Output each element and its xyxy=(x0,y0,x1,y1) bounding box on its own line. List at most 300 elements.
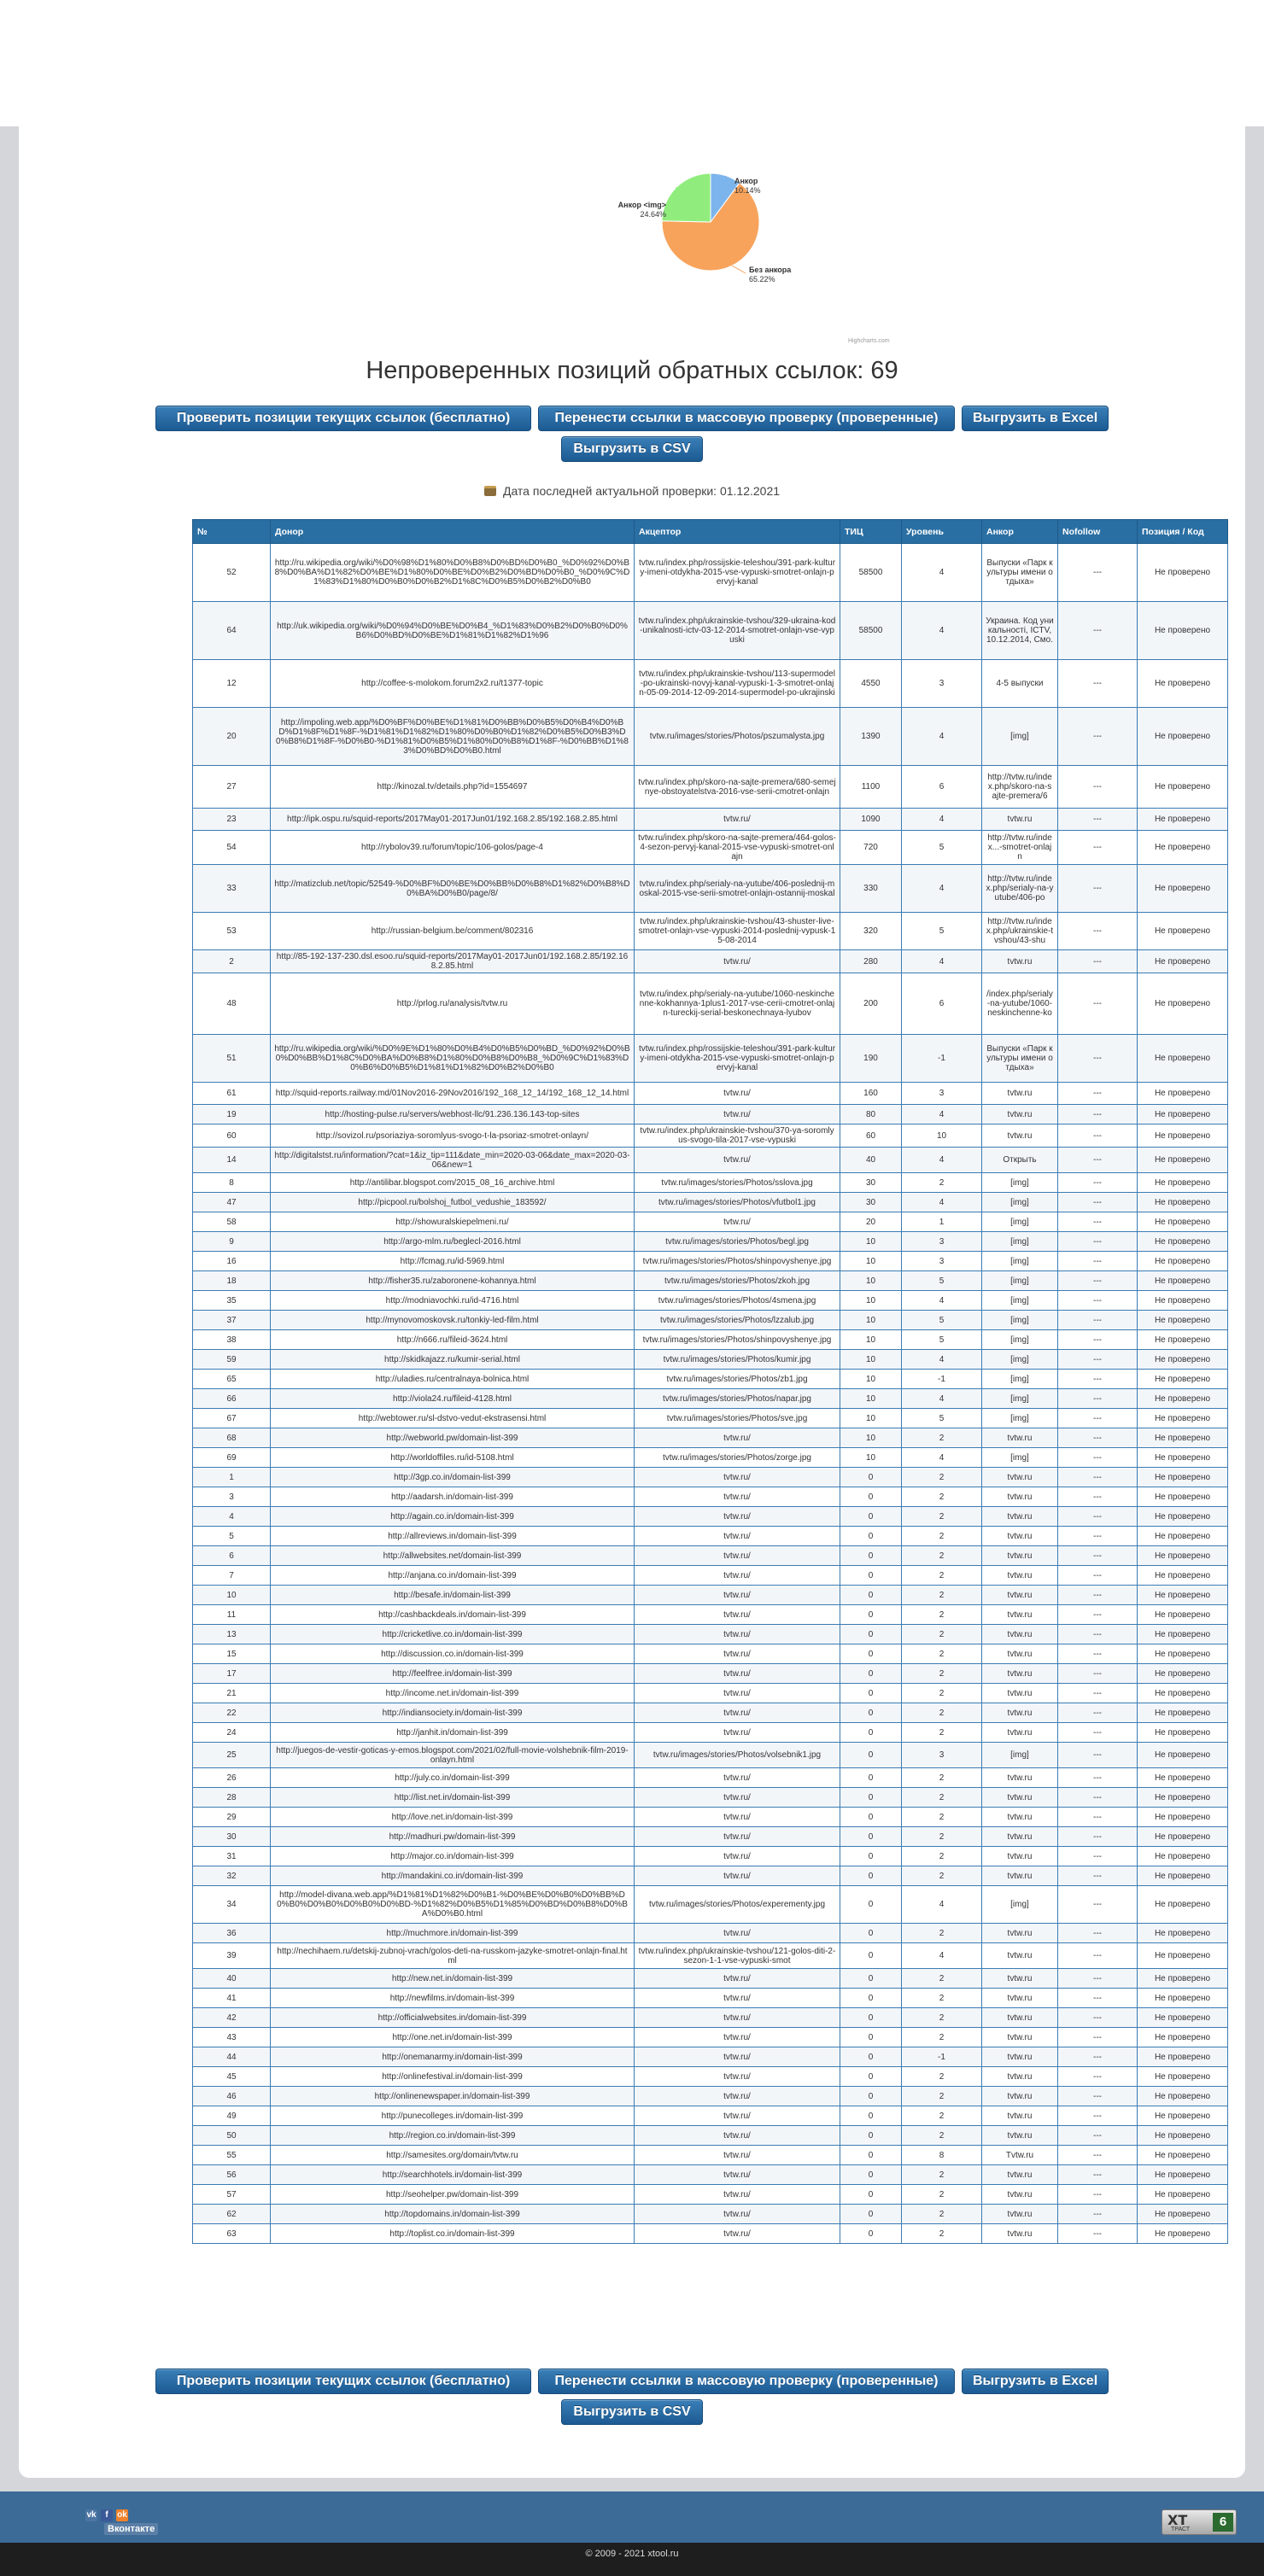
anchor-text: [img] xyxy=(982,1409,1058,1428)
donor-url[interactable]: http://anjana.co.in/domain-list-399 xyxy=(271,1566,635,1586)
vk-icon[interactable]: vk xyxy=(86,2510,97,2520)
position-status: Не проверено xyxy=(1138,1808,1228,1827)
acceptor-url[interactable]: tvtw.ru/ xyxy=(635,2087,840,2106)
anchor-text: tvtw.ru xyxy=(982,1866,1058,1886)
acceptor-url[interactable]: tvtw.ru/ xyxy=(635,1808,840,1827)
tic-value: 10 xyxy=(840,1448,902,1468)
anchor-text: [img] xyxy=(982,1271,1058,1291)
acceptor-url[interactable]: tvtw.ru/ xyxy=(635,2146,840,2165)
donor-url[interactable]: http://model-divana.web.app/%D1%81%D1%82%D0%B1-%D0%BE%D0%B0%D0%BB%D0%B0%D0%B0%D0%B0%D0%BD-%D1%82%D0%B5%D1%85%D0%BD%D0%B8%D0%BA%D0%B0.html xyxy=(271,1886,635,1924)
level-value: 4 xyxy=(902,950,982,973)
level-value: 5 xyxy=(902,1271,982,1291)
tic-value: 60 xyxy=(840,1124,902,1148)
level-value: 2 xyxy=(902,1788,982,1808)
nofollow-value: --- xyxy=(1058,1193,1138,1212)
donor-url[interactable]: http://worldoffiles.ru/id-5108.html xyxy=(271,1448,635,1468)
donor-url[interactable]: http://impoling.web.app/%D0%BF%D0%BE%D1%81%D0%BB%D0%B5%D0%B4%D0%BD%D1%8F%D1%8F-%D1%81%D1%82%D1%80%D0%B0%D1%82%D0%B5%D0%B3%D0%B8%D1%8F-%D0%B0-%D1%81%D0%B5%D1%80%D0%B8%D1%8F-%D0%BB%D1%83%D0%BD%D0%B0.html xyxy=(271,708,635,766)
donor-url[interactable]: http://love.net.in/domain-list-399 xyxy=(271,1808,635,1827)
level-value: 5 xyxy=(902,1330,982,1350)
donor-url[interactable]: http://discussion.co.in/domain-list-399 xyxy=(271,1644,635,1664)
last-check-line xyxy=(0,484,1264,498)
donor-url[interactable]: http://digitalstst.ru/information/?cat=1&iz_tip=111&date_min=2020-03-06&date_max=2020-03-06&new=1 xyxy=(271,1148,635,1173)
donor-url[interactable]: http://coffee-s-molokom.forum2x2.ru/t1377-topic xyxy=(271,660,635,708)
donor-url[interactable]: http://prlog.ru/analysis/tvtw.ru xyxy=(271,973,635,1035)
donor-url[interactable]: http://feelfree.in/domain-list-399 xyxy=(271,1664,635,1684)
donor-url[interactable]: http://sovizol.ru/psoriaziya-soromlyus-svogo-t-la-psoriaz-smotret-onlayn/ xyxy=(271,1124,635,1148)
tic-value: 10 xyxy=(840,1291,902,1311)
nofollow-value: --- xyxy=(1058,1546,1138,1566)
nofollow-value: --- xyxy=(1058,2106,1138,2126)
acceptor-url[interactable]: tvtw.ru/images/stories/Photos/begl.jpg xyxy=(635,1232,840,1252)
acceptor-url[interactable]: tvtw.ru/images/stories/Photos/sslova.jpg xyxy=(635,1173,840,1193)
tic-value: 0 xyxy=(840,1989,902,2008)
donor-url[interactable]: http://allwebsites.net/domain-list-399 xyxy=(271,1546,635,1566)
donor-url[interactable]: http://viola24.ru/fileid-4128.html xyxy=(271,1389,635,1409)
position-status: Не проверено xyxy=(1138,1566,1228,1586)
move-to-mass-check-button[interactable]: Перенести ссылки в массовую проверку (проверенные) xyxy=(538,406,955,431)
acceptor-url[interactable]: tvtw.ru/images/stories/Photos/vfutbol1.jpg xyxy=(635,1193,840,1212)
row-number: 50 xyxy=(193,2126,271,2146)
donor-url[interactable]: http://new.net.in/domain-list-399 xyxy=(271,1969,635,1989)
donor-url[interactable]: http://list.net.in/domain-list-399 xyxy=(271,1788,635,1808)
donor-url[interactable]: http://income.net.in/domain-list-399 xyxy=(271,1684,635,1703)
donor-url[interactable]: http://seohelper.pw/domain-list-399 xyxy=(271,2185,635,2205)
top-button-row xyxy=(0,406,1264,467)
level-value: 2 xyxy=(902,1507,982,1527)
acceptor-url[interactable]: tvtw.ru/images/stories/Photos/napar.jpg xyxy=(635,1389,840,1409)
donor-url[interactable]: http://newfilms.in/domain-list-399 xyxy=(271,1989,635,2008)
anchor-text: 4-5 выпуски xyxy=(982,660,1058,708)
tic-value: 0 xyxy=(840,2185,902,2205)
tic-value: 0 xyxy=(840,2087,902,2106)
position-status: Не проверено xyxy=(1138,2008,1228,2028)
row-number: 29 xyxy=(193,1808,271,1827)
nofollow-value: --- xyxy=(1058,1389,1138,1409)
acceptor-url[interactable]: tvtw.ru/images/stories/Photos/shinpovyshenye.jpg xyxy=(635,1330,840,1350)
level-value: -1 xyxy=(902,2047,982,2067)
anchor-text: tvtw.ru xyxy=(982,1827,1058,1847)
acceptor-url[interactable]: tvtw.ru/ xyxy=(635,1083,840,1105)
nofollow-value: --- xyxy=(1058,1252,1138,1271)
anchor-text: tvtw.ru xyxy=(982,1644,1058,1664)
row-number: 33 xyxy=(193,865,271,913)
nofollow-value: --- xyxy=(1058,1788,1138,1808)
acceptor-url[interactable]: tvtw.ru/images/stories/Photos/volsebnik1.jpg xyxy=(635,1743,840,1768)
anchor-text: [img] xyxy=(982,1448,1058,1468)
move-to-mass-check-button-bottom[interactable]: Перенести ссылки в массовую проверку (проверенные) xyxy=(538,2369,955,2394)
acceptor-url[interactable]: tvtw.ru/ xyxy=(635,1664,840,1684)
tic-value: 0 xyxy=(840,1644,902,1664)
anchor-text: tvtw.ru xyxy=(982,1808,1058,1827)
col-level[interactable]: Уровень xyxy=(902,520,982,544)
position-status: Не проверено xyxy=(1138,809,1228,831)
donor-url[interactable]: http://major.co.in/domain-list-399 xyxy=(271,1847,635,1866)
footer-bar xyxy=(0,2491,1264,2543)
tic-value: 0 xyxy=(840,1703,902,1723)
nofollow-value: --- xyxy=(1058,1847,1138,1866)
tic-value: 10 xyxy=(840,1428,902,1448)
anchor-text: [img] xyxy=(982,1311,1058,1330)
anchor-text: http://tvtw.ru/index...-smotret-onlajn xyxy=(982,831,1058,865)
donor-url[interactable]: http://aadarsh.in/domain-list-399 xyxy=(271,1487,635,1507)
donor-url[interactable]: http://muchmore.in/domain-list-399 xyxy=(271,1924,635,1943)
row-number: 15 xyxy=(193,1644,271,1664)
level-value: 5 xyxy=(902,1409,982,1428)
acceptor-url[interactable]: tvtw.ru/ xyxy=(635,2205,840,2224)
table-row xyxy=(193,1350,1228,1370)
row-number: 61 xyxy=(193,1083,271,1105)
acceptor-url[interactable]: tvtw.ru/ xyxy=(635,1586,840,1605)
level-value: 4 xyxy=(902,865,982,913)
row-number: 17 xyxy=(193,1664,271,1684)
donor-url[interactable]: http://showuralskiepelmeni.ru/ xyxy=(271,1212,635,1232)
donor-url[interactable]: http://cricketlive.co.in/domain-list-399 xyxy=(271,1625,635,1644)
nofollow-value: --- xyxy=(1058,1148,1138,1173)
donor-url[interactable]: http://again.co.in/domain-list-399 xyxy=(271,1507,635,1527)
table-row xyxy=(193,1625,1228,1644)
donor-url[interactable]: http://region.co.in/domain-list-399 xyxy=(271,2126,635,2146)
level-value: 2 xyxy=(902,1625,982,1644)
nofollow-value: --- xyxy=(1058,1943,1138,1969)
tic-value: 720 xyxy=(840,831,902,865)
anchor-text: tvtw.ru xyxy=(982,2028,1058,2047)
table-row xyxy=(193,1370,1228,1389)
donor-url[interactable]: http://topdomains.in/domain-list-399 xyxy=(271,2205,635,2224)
donor-url[interactable]: http://samesites.org/domain/tvtw.ru xyxy=(271,2146,635,2165)
anchor-text: [img] xyxy=(982,1232,1058,1252)
row-number: 10 xyxy=(193,1586,271,1605)
row-number: 28 xyxy=(193,1788,271,1808)
tic-value: 10 xyxy=(840,1330,902,1350)
anchor-text: tvtw.ru xyxy=(982,1723,1058,1743)
acceptor-url[interactable]: tvtw.ru/images/stories/Photos/experementy.jpg xyxy=(635,1886,840,1924)
table-row xyxy=(193,1035,1228,1083)
donor-url[interactable]: http://skidkajazz.ru/kumir-serial.html xyxy=(271,1350,635,1370)
donor-url[interactable]: http://antilibar.blogspot.com/2015_08_16_archive.html xyxy=(271,1173,635,1193)
acceptor-url[interactable]: tvtw.ru/ xyxy=(635,1847,840,1866)
donor-url[interactable]: http://matizclub.net/topic/52549-%D0%BF%D0%BE%D0%BB%D0%B8%D1%82%D0%B8%D0%BA%D0%B0/page/8/ xyxy=(271,865,635,913)
position-status: Не проверено xyxy=(1138,1743,1228,1768)
acceptor-url[interactable]: tvtw.ru/index.php/rossijskie-teleshou/391-park-kultury-imeni-otdykha-2015-vse-vypuski-smotret-onlajn-pervyj-kanal xyxy=(635,1035,840,1083)
table-row xyxy=(193,1124,1228,1148)
tic-value: 0 xyxy=(840,2224,902,2244)
acceptor-url[interactable]: tvtw.ru/ xyxy=(635,2126,840,2146)
acceptor-url[interactable]: tvtw.ru/ xyxy=(635,1148,840,1173)
donor-url[interactable]: http://ru.wikipedia.org/wiki/%D0%9E%D1%80%D0%B4%D0%B5%D0%BD_%D0%92%D0%B0%D0%BB%D1%8C%D0%BA%D0%B8%D1%80%D0%B8%D0%B8_%D0%9C%D1%83%D0%B6%D0%B5%D1%81%D1%82%D0%B2%D0%B0 xyxy=(271,1035,635,1083)
acceptor-url[interactable]: tvtw.ru/ xyxy=(635,1788,840,1808)
acceptor-url[interactable]: tvtw.ru/ xyxy=(635,1723,840,1743)
anchor-text: tvtw.ru xyxy=(982,1703,1058,1723)
anchor-text: tvtw.ru xyxy=(982,1124,1058,1148)
acceptor-url[interactable]: tvtw.ru/ xyxy=(635,1546,840,1566)
acceptor-url[interactable]: tvtw.ru/ xyxy=(635,1527,840,1546)
table-row xyxy=(193,1664,1228,1684)
acceptor-url[interactable]: tvtw.ru/images/stories/Photos/zkoh.jpg xyxy=(635,1271,840,1291)
export-csv-button-bottom[interactable]: Выгрузить в CSV xyxy=(561,2399,703,2425)
donor-url[interactable]: http://hosting-pulse.ru/servers/webhost-llc/91.236.136.143-top-sites xyxy=(271,1105,635,1124)
acceptor-url[interactable]: tvtw.ru/ xyxy=(635,1566,840,1586)
donor-url[interactable]: http://argo-mlm.ru/beglecl-2016.html xyxy=(271,1232,635,1252)
donor-url[interactable]: http://mandakini.co.in/domain-list-399 xyxy=(271,1866,635,1886)
row-number: 11 xyxy=(193,1605,271,1625)
acceptor-url[interactable]: tvtw.ru/index.php/ukrainskie-tvshou/43-shuster-live-smotret-onlajn-vse-vypuski-2014-poslednij-vypusk-15-08-2014 xyxy=(635,913,840,950)
tic-value: 58500 xyxy=(840,602,902,660)
acceptor-url[interactable]: tvtw.ru/ xyxy=(635,1644,840,1664)
anchor-text: tvtw.ru xyxy=(982,1546,1058,1566)
donor-url[interactable]: http://nechihaem.ru/detskij-zubnoj-vrach/golos-deti-na-russkom-jazyke-smotret-onlajn-final.html xyxy=(271,1943,635,1969)
acceptor-url[interactable]: tvtw.ru/ xyxy=(635,1866,840,1886)
acceptor-url[interactable]: tvtw.ru/ xyxy=(635,1924,840,1943)
position-status: Не проверено xyxy=(1138,865,1228,913)
col-anchor[interactable]: Анкор xyxy=(982,520,1058,544)
donor-url[interactable]: http://n666.ru/fileid-3624.html xyxy=(271,1330,635,1350)
acceptor-url[interactable]: tvtw.ru/ xyxy=(635,1428,840,1448)
acceptor-url[interactable]: tvtw.ru/images/stories/Photos/sve.jpg xyxy=(635,1409,840,1428)
level-value: 2 xyxy=(902,1173,982,1193)
row-number: 48 xyxy=(193,973,271,1035)
donor-url[interactable]: http://russian-belgium.be/comment/802316 xyxy=(271,913,635,950)
level-value: 2 xyxy=(902,2224,982,2244)
donor-url[interactable]: http://juegos-de-vestir-goticas-y-emos.blogspot.com/2021/02/full-movie-volshebnik-film-2019-onlayn.html xyxy=(271,1743,635,1768)
table-row xyxy=(193,1173,1228,1193)
acceptor-url[interactable]: tvtw.ru/ xyxy=(635,1989,840,2008)
donor-url[interactable]: http://onlinefestival.in/domain-list-399 xyxy=(271,2067,635,2087)
donor-url[interactable]: http://one.net.in/domain-list-399 xyxy=(271,2028,635,2047)
acceptor-url[interactable]: tvtw.ru/ xyxy=(635,1487,840,1507)
position-status: Не проверено xyxy=(1138,1212,1228,1232)
tic-value: 10 xyxy=(840,1370,902,1389)
odnoklassniki-icon[interactable]: ok xyxy=(117,2510,127,2520)
donor-url[interactable]: http://3gp.co.in/domain-list-399 xyxy=(271,1468,635,1487)
donor-url[interactable]: http://officialwebsites.in/domain-list-399 xyxy=(271,2008,635,2028)
table-row xyxy=(193,1566,1228,1586)
donor-url[interactable]: http://onlinenewspaper.in/domain-list-399 xyxy=(271,2087,635,2106)
tic-value: 0 xyxy=(840,2126,902,2146)
tic-value: 0 xyxy=(840,1943,902,1969)
table-row xyxy=(193,1271,1228,1291)
donor-url[interactable]: http://webworld.pw/domain-list-399 xyxy=(271,1428,635,1448)
donor-url[interactable]: http://searchhotels.in/domain-list-399 xyxy=(271,2165,635,2185)
row-number: 32 xyxy=(193,1866,271,1886)
export-excel-button[interactable]: Выгрузить в Excel xyxy=(962,406,1109,431)
tic-value: 0 xyxy=(840,1684,902,1703)
level-value: 2 xyxy=(902,2205,982,2224)
col-nofollow[interactable]: Nofollow xyxy=(1058,520,1138,544)
acceptor-url[interactable]: tvtw.ru/ xyxy=(635,2028,840,2047)
level-value: 2 xyxy=(902,1566,982,1586)
donor-url[interactable]: http://onemanarmy.in/domain-list-399 xyxy=(271,2047,635,2067)
check-positions-button[interactable]: Проверить позиции текущих ссылок (бесплатно) xyxy=(155,406,531,431)
pie-slice-2[interactable] xyxy=(662,173,711,222)
row-number: 64 xyxy=(193,602,271,660)
acceptor-url[interactable]: tvtw.ru/ xyxy=(635,950,840,973)
trust-badge[interactable] xyxy=(1162,2509,1237,2535)
donor-url[interactable]: http://indiansociety.in/domain-list-399 xyxy=(271,1703,635,1723)
nofollow-value: --- xyxy=(1058,2008,1138,2028)
donor-url[interactable]: http://squid-reports.railway.md/01Nov2016-29Nov2016/192_168_12_14/192_168_12_14.html xyxy=(271,1083,635,1105)
row-number: 34 xyxy=(193,1886,271,1924)
tic-value: 0 xyxy=(840,1566,902,1586)
donor-url[interactable]: http://ipk.ospu.ru/squid-reports/2017May01-2017Jun01/192.168.2.85/192.168.2.85.html xyxy=(271,809,635,831)
nofollow-value: --- xyxy=(1058,973,1138,1035)
anchor-text: Открыть xyxy=(982,1148,1058,1173)
acceptor-url[interactable]: tvtw.ru/ xyxy=(635,2106,840,2126)
donor-url[interactable]: http://85-192-137-230.dsl.esoo.ru/squid-reports/2017May01-2017Jun01/192.168.2.85/192.168.2.85.html xyxy=(271,950,635,973)
col-tic[interactable]: ТИЦ xyxy=(840,520,902,544)
acceptor-url[interactable]: tvtw.ru/index.php/ukrainskie-tvshou/329-ukraina-kod-unikalnosti-ictv-03-12-2014-smotret-onlajn-vse-vypuski xyxy=(635,602,840,660)
acceptor-url[interactable]: tvtw.ru/images/stories/Photos/pszumalysta.jpg xyxy=(635,708,840,766)
nofollow-value: --- xyxy=(1058,1370,1138,1389)
tic-value: 1100 xyxy=(840,766,902,809)
pie-label-1: Без анкора xyxy=(749,266,792,274)
row-number: 18 xyxy=(193,1271,271,1291)
col-position[interactable]: Позиция / Код xyxy=(1138,520,1228,544)
export-excel-button-bottom[interactable]: Выгрузить в Excel xyxy=(962,2369,1109,2394)
vk-share-button[interactable]: Вконтакте xyxy=(104,2523,158,2535)
donor-url[interactable]: http://uk.wikipedia.org/wiki/%D0%94%D0%BE%D0%B4_%D1%83%D0%B2%D0%B0%D0%B6%D0%BD%D0%BE%D1%81%D1%82%D1%96 xyxy=(271,602,635,660)
acceptor-url[interactable]: tvtw.ru/index.php/skoro-na-sajte-premera/464-golos-4-sezon-pervyj-kanal-2015-vse-vypuski-smotret-onlajn xyxy=(635,831,840,865)
acceptor-url[interactable]: tvtw.ru/ xyxy=(635,1703,840,1723)
donor-url[interactable]: http://madhuri.pw/domain-list-399 xyxy=(271,1827,635,1847)
level-value: 2 xyxy=(902,1768,982,1788)
table-row xyxy=(193,1330,1228,1350)
donor-url[interactable]: http://janhit.in/domain-list-399 xyxy=(271,1723,635,1743)
nofollow-value: --- xyxy=(1058,831,1138,865)
check-positions-button-bottom[interactable]: Проверить позиции текущих ссылок (бесплатно) xyxy=(155,2369,531,2394)
acceptor-url[interactable]: tvtw.ru/ xyxy=(635,1768,840,1788)
table-row xyxy=(193,2106,1228,2126)
acceptor-url[interactable]: tvtw.ru/images/stories/Photos/4smena.jpg xyxy=(635,1291,840,1311)
acceptor-url[interactable]: tvtw.ru/images/stories/Photos/zorge.jpg xyxy=(635,1448,840,1468)
tic-value: 1390 xyxy=(840,708,902,766)
export-csv-button[interactable]: Выгрузить в CSV xyxy=(561,436,703,462)
donor-url[interactable]: http://july.co.in/domain-list-399 xyxy=(271,1768,635,1788)
acceptor-url[interactable]: tvtw.ru/images/stories/Photos/zb1.jpg xyxy=(635,1370,840,1389)
acceptor-url[interactable]: tvtw.ru/ xyxy=(635,1507,840,1527)
position-status: Не проверено xyxy=(1138,1644,1228,1664)
acceptor-url[interactable]: tvtw.ru/ xyxy=(635,1827,840,1847)
donor-url[interactable]: http://picpool.ru/bolshoj_futbol_vedushie_183592/ xyxy=(271,1193,635,1212)
donor-url[interactable]: http://kinozal.tv/details.php?id=1554697 xyxy=(271,766,635,809)
donor-url[interactable]: http://cashbackdeals.in/domain-list-399 xyxy=(271,1605,635,1625)
position-status: Не проверено xyxy=(1138,973,1228,1035)
acceptor-url[interactable]: tvtw.ru/index.php/ukrainskie-tvshou/370-ya-soromlyus-svogo-tila-2017-vse-vypuski xyxy=(635,1124,840,1148)
acceptor-url[interactable]: tvtw.ru/ xyxy=(635,1969,840,1989)
acceptor-url[interactable]: tvtw.ru/ xyxy=(635,1212,840,1232)
table-row xyxy=(193,1605,1228,1625)
acceptor-url[interactable]: tvtw.ru/ xyxy=(635,1625,840,1644)
nofollow-value: --- xyxy=(1058,1743,1138,1768)
donor-url[interactable]: http://punecolleges.in/domain-list-399 xyxy=(271,2106,635,2126)
donor-url[interactable]: http://webtower.ru/sl-dstvo-vedut-ekstrasensi.html xyxy=(271,1409,635,1428)
row-number: 47 xyxy=(193,1193,271,1212)
table-row xyxy=(193,1252,1228,1271)
donor-url[interactable]: http://modniavochki.ru/id-4716.html xyxy=(271,1291,635,1311)
acceptor-url[interactable]: tvtw.ru/ xyxy=(635,2165,840,2185)
tic-value: 0 xyxy=(840,2008,902,2028)
facebook-icon[interactable]: f xyxy=(101,2509,113,2521)
table-row xyxy=(193,2067,1228,2087)
table-row xyxy=(193,2047,1228,2067)
donor-url[interactable]: http://fcmag.ru/id-5969.html xyxy=(271,1252,635,1271)
acceptor-url[interactable]: tvtw.ru/ xyxy=(635,1105,840,1124)
acceptor-url[interactable]: tvtw.ru/ xyxy=(635,2067,840,2087)
acceptor-url[interactable]: tvtw.ru/ xyxy=(635,1684,840,1703)
acceptor-url[interactable]: tvtw.ru/ xyxy=(635,1468,840,1487)
position-status: Не проверено xyxy=(1138,1124,1228,1148)
acceptor-url[interactable]: tvtw.ru/index.php/ukrainskie-tvshou/113-supermodel-po-ukrainski-novyj-kanal-vypuski-1-3-smotret-onlajn-05-09-2014-12-09-2014-supermodel-po-ukrajinski xyxy=(635,660,840,708)
table-row xyxy=(193,1989,1228,2008)
acceptor-url[interactable]: tvtw.ru/index.php/skoro-na-sajte-premera/680-semejnye-obstoyatelstva-2016-vse-serii-cmotret-onlajn xyxy=(635,766,840,809)
nofollow-value: --- xyxy=(1058,1105,1138,1124)
acceptor-url[interactable]: tvtw.ru/index.php/serialy-na-yutube/406-poslednij-moskal-2015-vse-serii-smotret-onlajn-ostannij-moskal xyxy=(635,865,840,913)
row-number: 63 xyxy=(193,2224,271,2244)
donor-url[interactable]: http://mynovomoskovsk.ru/tonkiy-led-film.html xyxy=(271,1311,635,1330)
backlinks-table xyxy=(192,519,1228,2244)
acceptor-url[interactable]: tvtw.ru/ xyxy=(635,2185,840,2205)
col-number[interactable]: № xyxy=(193,520,271,544)
level-value: 2 xyxy=(902,2087,982,2106)
position-status: Не проверено xyxy=(1138,1989,1228,2008)
col-acceptor[interactable]: Акцептор xyxy=(635,520,840,544)
acceptor-url[interactable]: tvtw.ru/ xyxy=(635,2047,840,2067)
acceptor-url[interactable]: tvtw.ru/ xyxy=(635,809,840,831)
donor-url[interactable]: http://toplist.co.in/domain-list-399 xyxy=(271,2224,635,2244)
acceptor-url[interactable]: tvtw.ru/images/stories/Photos/kumir.jpg xyxy=(635,1350,840,1370)
acceptor-url[interactable]: tvtw.ru/index.php/serialy-na-yutube/1060-neskinchenne-kokhannya-1plus1-2017-vse-cerii-cmotret-onlajn-tureckij-serial-beskonechnaya-lyubov xyxy=(635,973,840,1035)
acceptor-url[interactable]: tvtw.ru/images/stories/Photos/shinpovyshenye.jpg xyxy=(635,1252,840,1271)
donor-url[interactable]: http://besafe.in/domain-list-399 xyxy=(271,1586,635,1605)
table-row xyxy=(193,1644,1228,1664)
level-value: 2 xyxy=(902,1847,982,1866)
table-row xyxy=(193,1827,1228,1847)
nofollow-value: --- xyxy=(1058,708,1138,766)
col-donor[interactable]: Донор xyxy=(271,520,635,544)
chart-credits[interactable]: Highcharts.com xyxy=(848,338,890,344)
level-value: 10 xyxy=(902,1124,982,1148)
nofollow-value: --- xyxy=(1058,1232,1138,1252)
nofollow-value: --- xyxy=(1058,865,1138,913)
row-number: 27 xyxy=(193,766,271,809)
level-value: 2 xyxy=(902,2106,982,2126)
row-number: 12 xyxy=(193,660,271,708)
level-value: 4 xyxy=(902,602,982,660)
donor-url[interactable]: http://fisher35.ru/zaboronene-kohannya.html xyxy=(271,1271,635,1291)
donor-url[interactable]: http://uladies.ru/centralnaya-bolnica.html xyxy=(271,1370,635,1389)
anchor-text: tvtw.ru xyxy=(982,2047,1058,2067)
acceptor-url[interactable]: tvtw.ru/index.php/rossijskie-teleshou/391-park-kultury-imeni-otdykha-2015-vse-vypuski-smotret-onlajn-pervyj-kanal xyxy=(635,544,840,602)
level-value: 2 xyxy=(902,1468,982,1487)
acceptor-url[interactable]: tvtw.ru/ xyxy=(635,2008,840,2028)
position-status: Не проверено xyxy=(1138,831,1228,865)
donor-url[interactable]: http://ru.wikipedia.org/wiki/%D0%98%D1%80%D0%B8%D0%BD%D0%B0_%D0%92%D0%B8%D0%BA%D1%82%D0%BE%D1%80%D0%BE%D0%B2%D0%BD%D0%B0_%D0%9C%D1%83%D1%80%D0%B0%D0%B2%D1%8C%D0%B5%D0%B2%D0%B0 xyxy=(271,544,635,602)
acceptor-url[interactable]: tvtw.ru/ xyxy=(635,2224,840,2244)
nofollow-value: --- xyxy=(1058,1625,1138,1644)
table-row xyxy=(193,1808,1228,1827)
acceptor-url[interactable]: tvtw.ru/ xyxy=(635,1605,840,1625)
donor-url[interactable]: http://allreviews.in/domain-list-399 xyxy=(271,1527,635,1546)
nofollow-value: --- xyxy=(1058,950,1138,973)
row-number: 3 xyxy=(193,1487,271,1507)
row-number: 22 xyxy=(193,1703,271,1723)
row-number: 8 xyxy=(193,1173,271,1193)
table-row xyxy=(193,1768,1228,1788)
acceptor-url[interactable]: tvtw.ru/images/stories/Photos/lzzalub.jpg xyxy=(635,1311,840,1330)
acceptor-url[interactable]: tvtw.ru/index.php/ukrainskie-tvshou/121-golos-diti-2-sezon-1-1-vse-vypuski-smot xyxy=(635,1943,840,1969)
level-value: 2 xyxy=(902,1605,982,1625)
donor-url[interactable]: http://rybolov39.ru/forum/topic/106-golos/page-4 xyxy=(271,831,635,865)
nofollow-value: --- xyxy=(1058,1866,1138,1886)
